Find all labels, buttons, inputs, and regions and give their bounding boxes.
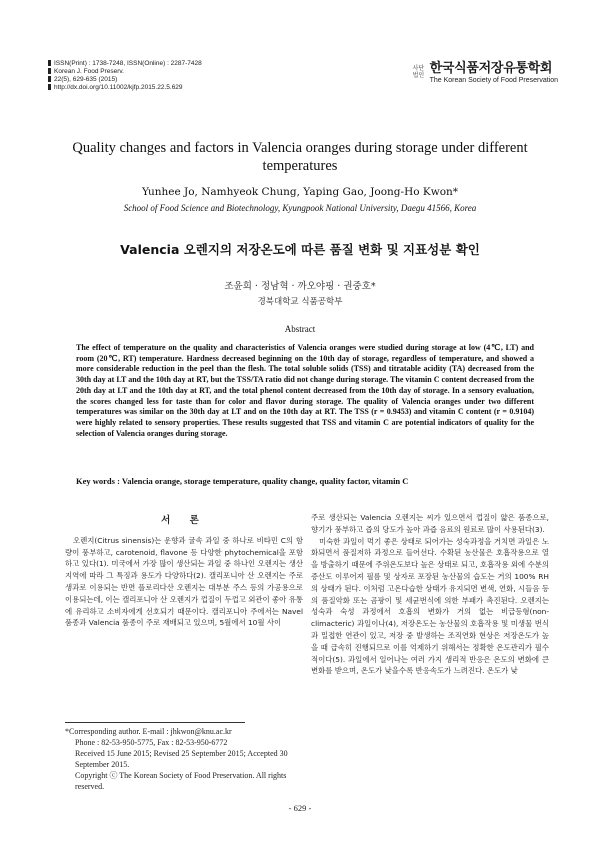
society-mark: 사단 법인 [412,64,425,79]
intro-paragraph-continued: 주로 생산되는 Valencia 오렌지는 씨가 있으면서 껍질이 얇은 품종으로, 향기가 풍부하고 즙의 당도가 높아 과즙 음료의 원료로 많이 사용된다(3). [311,513,549,534]
journal-meta [48,60,202,92]
footnote-divider [65,722,245,723]
contact-phone: Phone : 82-53-950-5775, Fax : 82-53-950-6772 [75,738,228,747]
abstract-heading: Abstract [284,324,316,334]
bullet-mark [48,68,51,74]
received-dates: Received 15 June 2015; Revised 25 September 2015; Accepted 30 September 2015. [75,749,288,769]
journal-volume: 22(5), 629-635 (2015) [54,76,118,83]
affiliation-en: School of Food Science and Biotechnology, Kyungpook National University, Daegu 41566, Korea [123,203,477,213]
footnote [65,726,303,792]
society-name-ko: 한국식품저장유통학회 [429,61,553,76]
paper-title-en: Quality changes and factors in Valencia oranges during storage under different temperatures [72,140,528,174]
journal-header [0,60,600,100]
section-heading-intro: 서 론 [161,515,207,526]
journal-issn: ISSN(Print) : 1738-7248, ISSN(Online) : 2287-7428 [54,60,202,67]
society-logo [413,62,558,85]
bullet-mark [48,84,51,90]
bullet-mark [48,60,51,66]
authors-en: Yunhee Jo, Namhyeok Chung, Yaping Gao, Joong-Ho Kwon* [141,186,459,198]
society-mark-icon [413,63,427,85]
keywords: Key words : Valencia orange, storage temperature, quality change, quality factor, vitamin C [76,476,409,486]
body-column-right [311,512,549,677]
journal-name: Korean J. Food Preserv. [54,68,124,75]
journal-doi[interactable]: http://dx.doi.org/10.11002/kjfp.2015.22.5.629 [54,84,183,91]
abstract-body: The effect of temperature on the quality and characteristics of Valencia oranges were studied during storage at low (4℃, LT) and room (20℃, RT) temperature. Hardness decreased beginning on the 10th day of storage, regardless of temperature, and showed a more considerable reduction in the peel than the flesh. The total soluble solids (TSS) and titratable acidity (TA) decreased from the 30th day at LT and the 10th day at RT, but the TSS/TA ratio did not change during storage. The vitamin C content decreased from the 20th day at LT and the 10th day at RT, and the total phenol content decreased from the 10th day of storage. In a sensory evaluation, the scores changed less for taste than for color and flavor during storage. The quality of Valencia oranges under two different temperatures was similar on the 30th day at LT and on the 10th day at RT. The TSS (r = 0.9453) and vitamin C content (r = 0.9104) were highly related to sensory properties. These results suggested that TSS and vitamin C are potential indicators of quality for the selection of Valencia oranges during storage. [76,343,534,438]
corresponding-author: *Corresponding author. E-mail : jhkwon@knu.ac.kr [65,727,232,736]
intro-paragraph: 오렌지(Citrus sinensis)는 운향과 귤속 과일 중 하나로 비타민 C의 함량이 풍부하고, carotenoid, flavone 등 다양한 phytochemical을 포함하고 있다(1). 미국에서 가장 많이 생산되는 과일 중 하나인 오렌지는 생산지역에 따라 그 특징과 용도가 다양하다(2). 캘리포니아 산 오렌지는 주로 생과로 이용되는 반면 플로리다산 오렌지는 대부분 주스 등의 가공용으로 이용되는데, 이는 캘리포니아 산 오렌지가 껍질이 두껍고 외관이 좋아 유통에 유리하고 소비자에게 선호되기 때문이다. 캘리포니아 주에서는 Navel 품종과 Valencia 품종이 주로 재배되고 있으며, 5월에서 10월 사이 [65,535,303,628]
paper-title-ko: Valencia 오렌지의 저장온도에 따른 품질 변화 및 지표성분 확인 [120,242,480,257]
affiliation-ko: 경북대학교 식품공학부 [257,297,343,307]
intro-paragraph-2: 미숙한 과일이 먹기 좋은 상태로 되어가는 성숙과정을 거치면 과일은 노화되면서 품질저하 과정으로 들어선다. 수확된 농산물은 호흡작용으로 열을 방출하기 때문에 주위온도보다 높은 상태로 되고, 호흡작용 외에 수분의 증산도 이루어져 필름 및 상자로 포장된 농산물의 습도는 거의 100% RH의 상태가 된다. 이처럼 고온다습한 상태가 유지되면 변색, 연화, 시들음 등의 품질악화 또는 곰팡이 및 세균번식에 의한 부패가 촉진된다. 오렌지는 성숙과 숙성 과정에서 호흡의 변화가 거의 없는 비급등형(non-climacteric) 과일이나(4), 저장온도는 농산물의 호흡작용 및 미생물 번식과 밀접한 연관이 있고, 저장 중 발생하는 조직연화 현상은 저장온도가 높을 때 급속히 진행되므로 이를 억제하기 위해서는 정확한 온도관리가 필수적이다(5). 과일에서 일어나는 여러 가지 생리적 반응은 온도의 변화에 큰 변화를 받으며, 온도가 낮을수록 반응속도가 느려진다. 온도가 낮 [311,536,549,676]
society-name-en: The Korean Society of Food Preservation [429,77,558,84]
bullet-mark [48,76,51,82]
body-column-left [65,512,303,629]
page-number: - 629 - [288,803,312,813]
copyright: Copyright ⓒ The Korean Society of Food Preservation. All rights reserved. [75,771,287,791]
authors-ko: 조윤희 · 정남혁 · 까오야핑 · 권중호* [224,281,376,292]
